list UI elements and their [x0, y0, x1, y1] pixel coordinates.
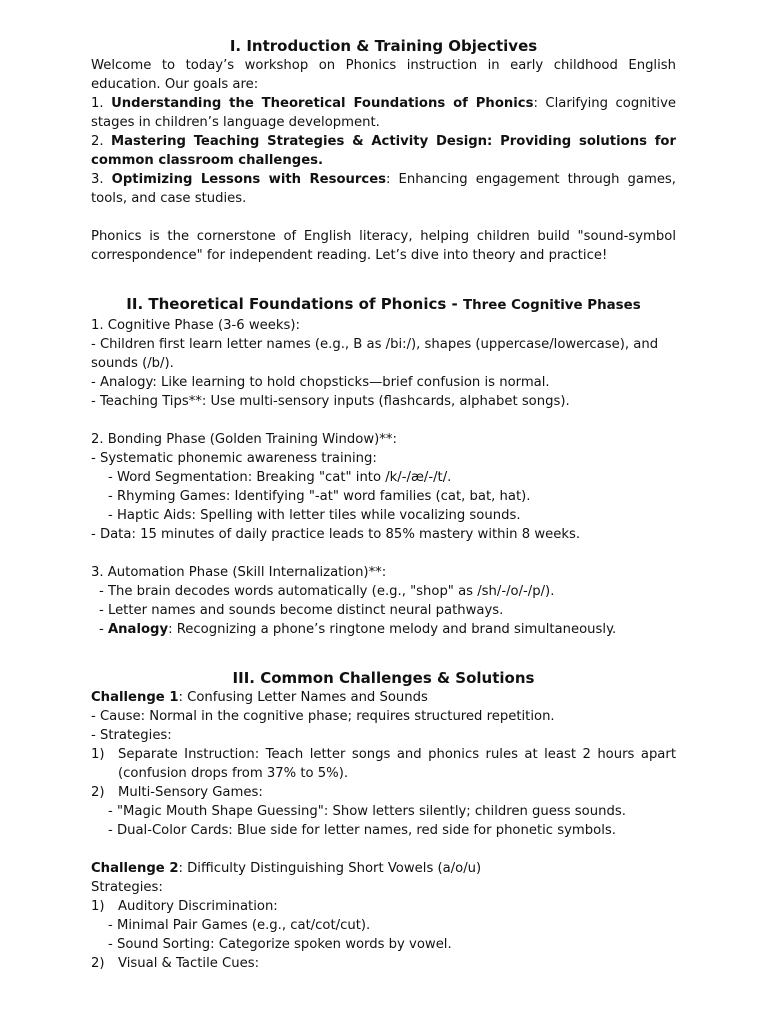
challenge-1-line: - Cause: Normal in the cognitive phase; requires structured repetition.	[91, 709, 555, 724]
intro-paragraph: Welcome to today’s workshop on Phonics instruction in early childhood English education. Our goals are:	[91, 58, 676, 92]
phase-2-subline: - Rhyming Games: Identifying "-at" word families (cat, bat, hat).	[108, 489, 531, 504]
challenge-2-line: Strategies:	[91, 880, 163, 895]
phase-2-heading: 2. Bonding Phase (Golden Training Window)**:	[91, 432, 397, 447]
phase-3-line: - The brain decodes words automatically (e.g., "shop" as /sh/-/o/-/p/).	[99, 584, 555, 599]
phase-1-line: - Children first learn letter names (e.g., B as /bi:/), shapes (uppercase/lowercase), and sounds (/b/).	[91, 337, 659, 371]
goal-3: 3. Optimizing Lessons with Resources: Enhancing engagement through games, tools, and case studies.	[91, 172, 676, 206]
closing-paragraph: Phonics is the cornerstone of English literacy, helping children build "sound-symbol correspondence" for independent reading. Let’s dive into theory and practice!	[91, 229, 676, 263]
phase-2-subline: - Word Segmentation: Breaking "cat" into /k/-/æ/-/t/.	[108, 470, 452, 485]
phase-2-subline: - Haptic Aids: Spelling with letter tiles while vocalizing sounds.	[108, 508, 521, 523]
challenge-1-item-2: 2) Multi-Sensory Games:	[91, 785, 263, 800]
section-3-heading: III. Common Challenges & Solutions	[232, 669, 535, 687]
challenge-2-subline: - Minimal Pair Games (e.g., cat/cot/cut).	[108, 918, 371, 933]
goal-2: 2. Mastering Teaching Strategies & Activity Design: Providing solutions for common classroom challenges.	[91, 134, 676, 168]
phase-3-heading: 3. Automation Phase (Skill Internalization)**:	[91, 565, 387, 580]
goal-1: 1. Understanding the Theoretical Foundations of Phonics: Clarifying cognitive stages in children’s language development.	[91, 96, 676, 130]
section-1-heading: I. Introduction & Training Objectives	[229, 37, 538, 55]
challenge-2-subline: - Sound Sorting: Categorize spoken words by vowel.	[108, 937, 452, 952]
section-2-heading: II. Theoretical Foundations of Phonics - Three Cognitive Phases	[126, 295, 641, 313]
phase-2-line: - Systematic phonemic awareness training:	[91, 451, 377, 466]
challenge-1-subline: - "Magic Mouth Shape Guessing": Show letters silently; children guess sounds.	[108, 804, 626, 819]
document-page	[91, 36, 676, 973]
phase-1-line: - Teaching Tips**: Use multi-sensory inputs (flashcards, alphabet songs).	[91, 394, 570, 409]
phase-3-line: - Letter names and sounds become distinct neural pathways.	[99, 603, 504, 618]
challenge-2-heading: Challenge 2: Difficulty Distinguishing Short Vowels (a/o/u)	[91, 861, 482, 876]
challenge-1-line: - Strategies:	[91, 728, 172, 743]
challenge-1-item-1: 1) Separate Instruction: Teach letter songs and phonics rules at least 2 hours apart (confusion drops from 37% to 5%).	[91, 747, 676, 781]
phase-1-line: - Analogy: Like learning to hold chopsticks—brief confusion is normal.	[91, 375, 550, 390]
challenge-1-heading: Challenge 1: Confusing Letter Names and Sounds	[91, 690, 428, 705]
challenge-1-subline: - Dual-Color Cards: Blue side for letter names, red side for phonetic symbols.	[108, 823, 616, 838]
phase-1-heading: 1. Cognitive Phase (3-6 weeks):	[91, 318, 300, 333]
challenge-2-item-1: 1) Auditory Discrimination:	[91, 899, 278, 914]
challenge-2-item-2: 2) Visual & Tactile Cues:	[91, 956, 260, 971]
phase-3-line: - Analogy: Recognizing a phone’s ringtone melody and brand simultaneously.	[99, 622, 617, 637]
phase-2-line: - Data: 15 minutes of daily practice leads to 85% mastery within 8 weeks.	[91, 527, 581, 542]
